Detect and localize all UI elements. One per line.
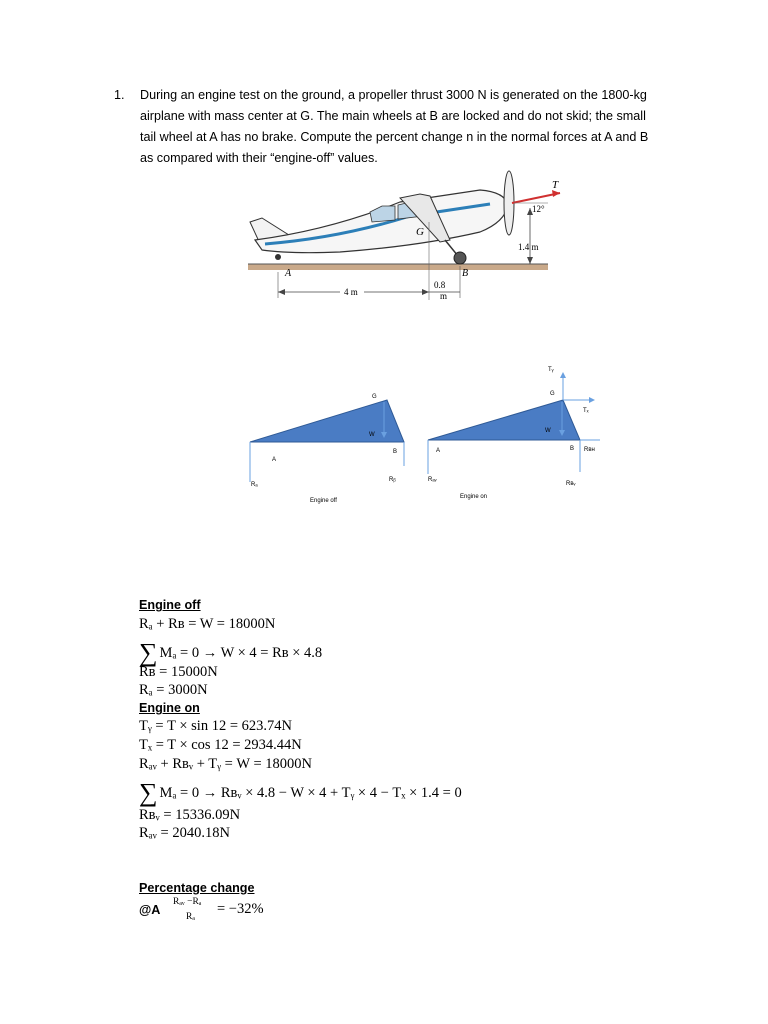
fbd-on-triangle [428,400,580,440]
off-equation-2 [139,634,323,667]
ground [248,264,548,270]
fbd-on-Ty: Tᵧ [548,367,554,373]
fbd-off-RA: Rₐ [251,482,258,488]
fbd-engine-off [250,394,404,504]
tail-wheel [275,254,281,260]
off-equation-4: Rₐ = 3000N [139,682,208,698]
thrust-arrowhead [552,190,560,197]
label-G: G [416,226,424,238]
problem-line: During an engine test on the ground, a propeller thrust 3000 N is generated on the 1800-kg [140,88,647,102]
on-equation-5: Rʙᵥ = 15336.09N [139,807,241,823]
off-equation-2-text: Mₐ = 0 → W × 4 = Rʙ × 4.8 [159,645,323,661]
sum-symbol: ∑ [139,778,158,807]
fbd-on-RBH: Rʙʜ [584,447,595,453]
on-equation-6: Rₐᵥ = 2040.18N [139,825,230,841]
label-angle: 12° [532,204,545,214]
fbd-off-triangle [250,400,404,442]
fbd-off-W: W [369,432,375,438]
fbd-on-G: G [550,391,555,397]
window [370,206,395,222]
fbd-on-Tx: Tₓ [583,408,589,414]
fbd-off-B: B [393,449,398,455]
fbd-on-RAV: Rₐᵥ [428,477,437,483]
dim-arrow [278,289,285,295]
fbd-on-Ty-arrowhead [560,372,566,378]
label-T: T [552,179,559,191]
off-equation-3: Rʙ = 15000N [139,664,218,680]
fbd-on-A: A [436,448,441,454]
fbd-on-RBV: Rʙᵥ [566,481,576,487]
on-equation-4 [139,774,462,807]
sum-symbol: ∑ [139,638,158,667]
problem-number: 1. [114,88,125,102]
off-equation-1: Rₐ + Rʙ = W = 18000N [139,616,276,632]
dim-arrow [422,289,429,295]
percentage-heading: Percentage change [139,881,255,895]
main-wheel [454,252,466,264]
percentage-result: = −32% [217,901,264,917]
fbd-on-W: W [545,428,551,434]
fbd-off-RB: Rᵦ [389,477,396,483]
fbd-on-caption: Engine on [460,494,488,500]
label-08-unit: m [440,291,448,301]
fbd-on-B: B [570,446,575,452]
problem-line: tail wheel at A has no brake. Compute the percent change n in the normal forces at A and B [140,130,649,144]
fraction-numerator: Rₐᵥ −Rₐ [173,897,202,907]
fraction-denominator: Rₐ [186,912,195,922]
fbd-engine-on [428,367,600,500]
label-height: 1.4 m [518,242,539,252]
on-equation-1: Tᵧ = T × sin 12 = 623.74N [139,718,292,734]
problem-line: as compared with their “engine-off” values. [140,151,378,165]
label-4m: 4 m [344,287,358,297]
on-equation-3: Rₐᵥ + Rʙᵥ + Tᵧ = W = 18000N [139,756,312,772]
on-equation-2: Tₓ = T × cos 12 = 2934.44N [139,737,302,753]
label-A: A [285,268,292,279]
fbd-off-G: G [372,394,377,400]
label-B: B [462,268,469,279]
fbd-off-caption: Engine off [310,498,337,504]
on-equation-4-text: Mₐ = 0 → Rʙᵥ × 4.8 − W × 4 + Tᵧ × 4 − Tₓ × 1.4 = 0 [159,785,462,801]
engine-off-heading: Engine off [139,598,201,612]
engine-on-heading: Engine on [139,701,200,715]
at-A-label: @A [139,903,161,917]
problem-line: airplane with mass center at G. The main wheels at B are locked and do not skid; the small [140,109,646,123]
fbd-off-A: A [272,457,277,463]
fbd-on-Tx-arrowhead [589,397,595,403]
height-arrow-bottom [527,257,533,264]
label-08: 0.8 [434,280,446,290]
